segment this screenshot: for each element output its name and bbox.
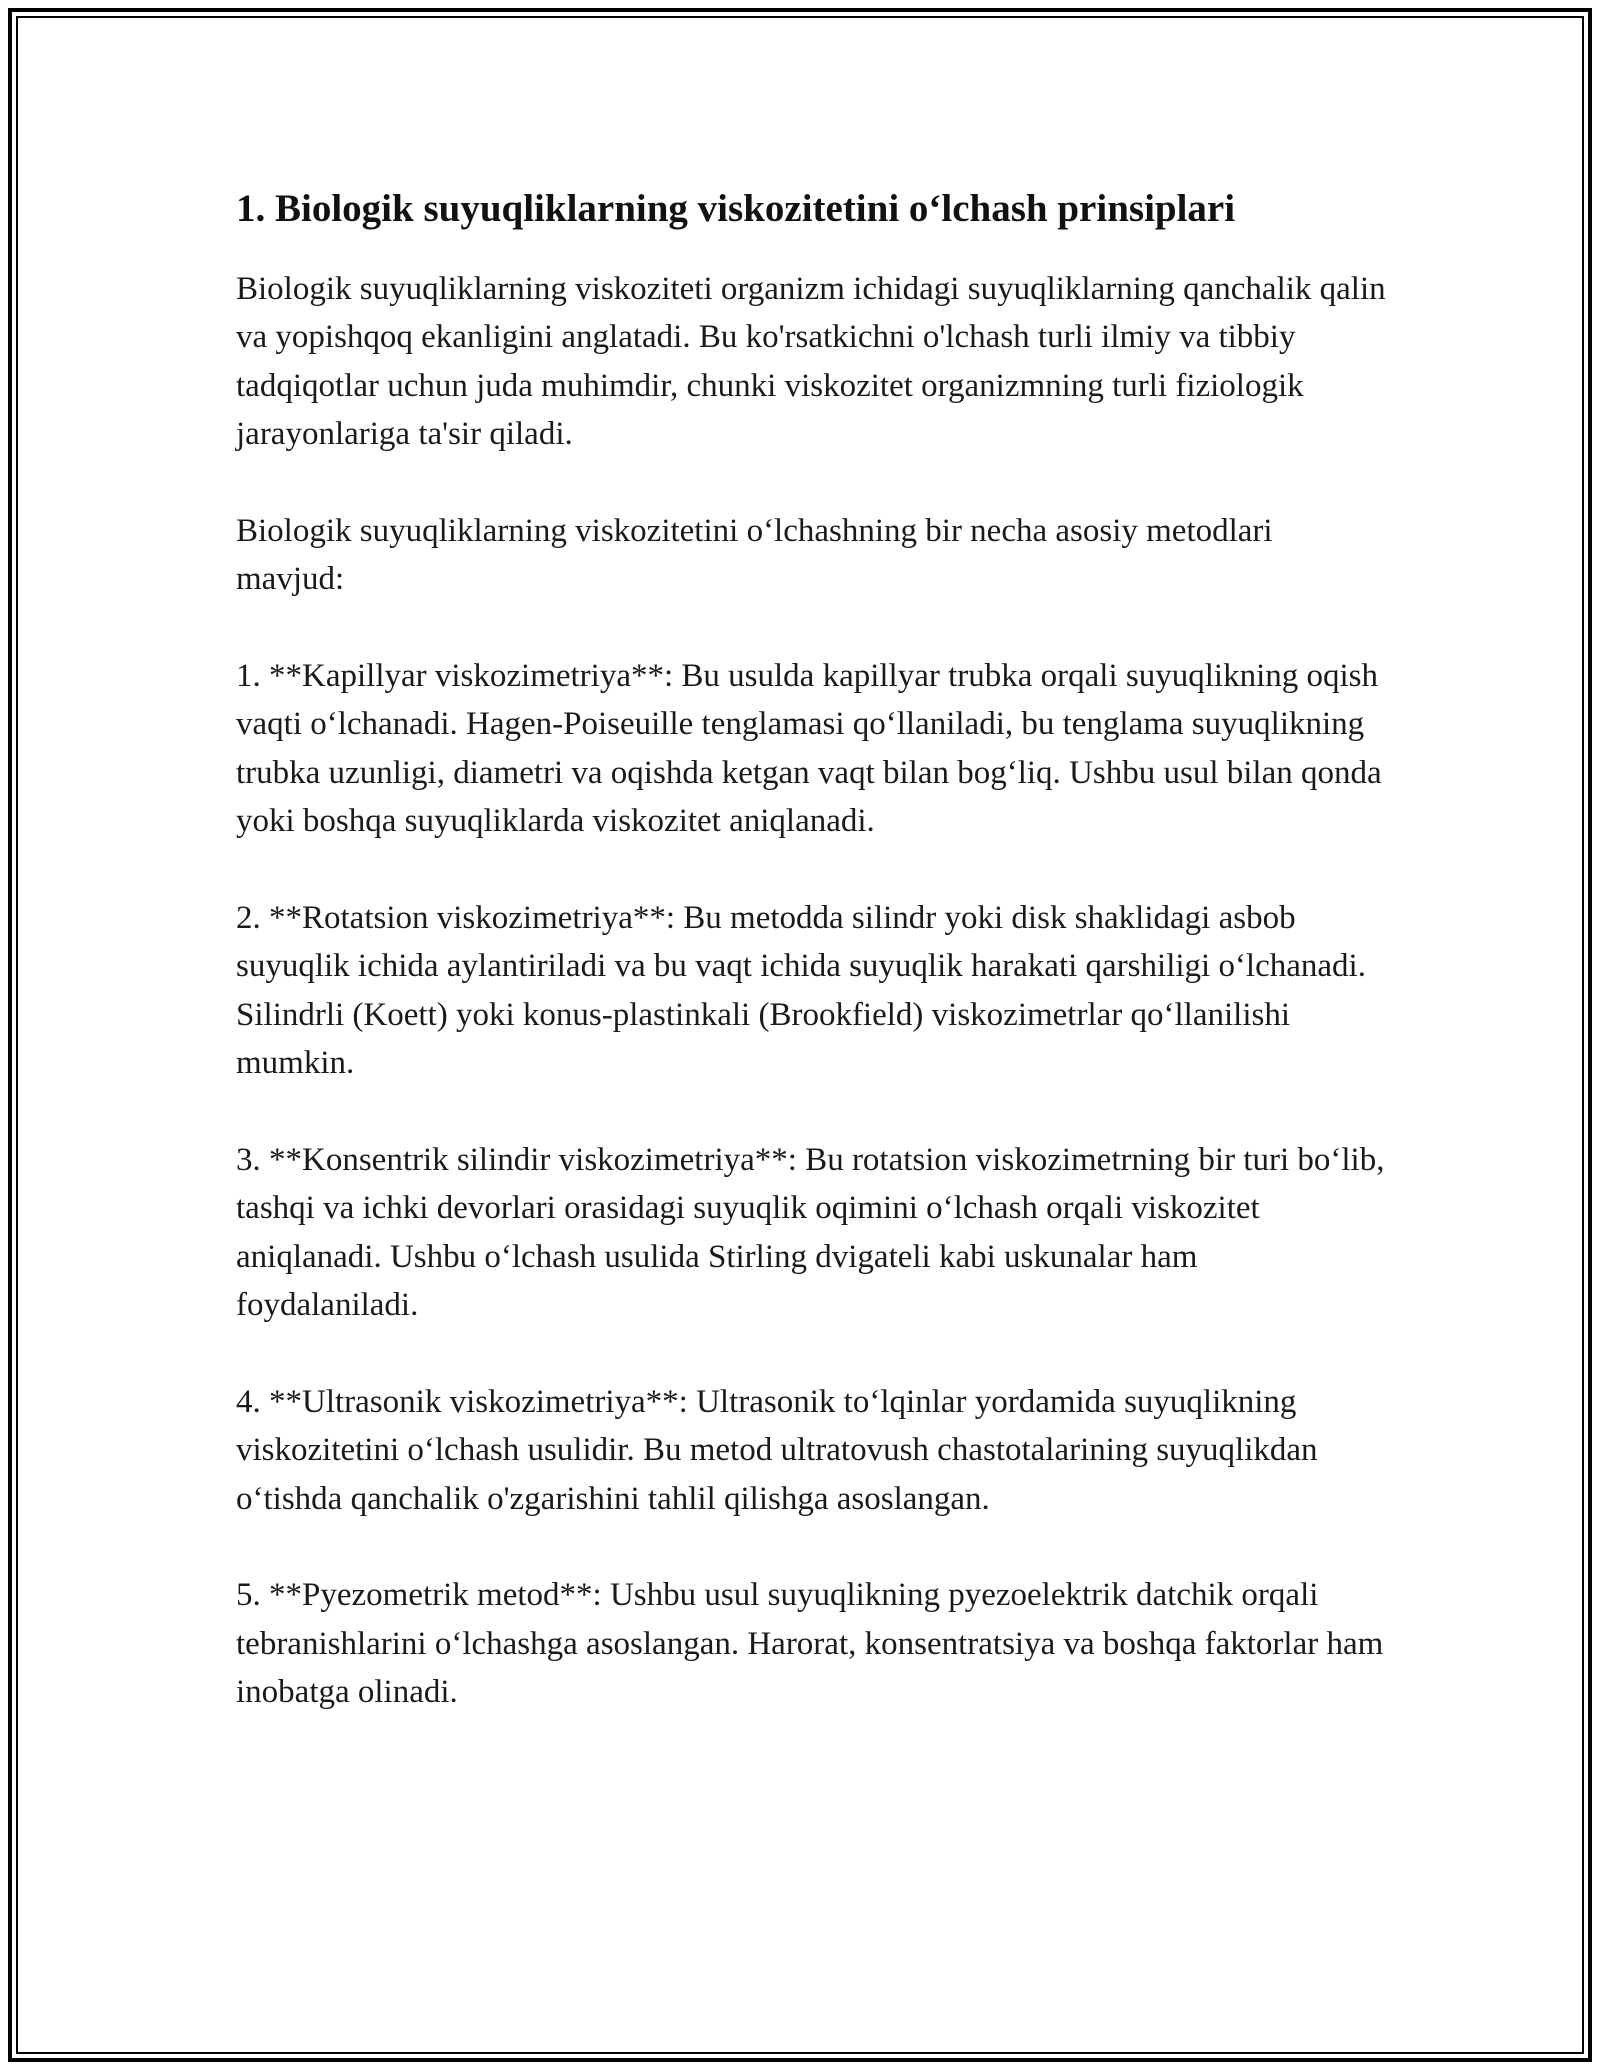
document-title: 1. Biologik suyuqliklarning viskozitetini o‘lchash prinsiplari bbox=[236, 187, 1236, 230]
method-rotational-paragraph: 2. **Rotatsion viskozimetriya**: Bu metodda silindr yoki disk shaklidagi asbob suyuqlik ichida aylantiriladi va bu vaqt ichida suyuqlik harakati qarshiligi o‘lchanadi. Silindrli (Koett) yoki konus-plastinkali (Brookfield) viskozimetrlar qo‘llanilishi mumkin. bbox=[236, 899, 1366, 1082]
method-ultrasonic-paragraph: 4. **Ultrasonik viskozimetriya**: Ultrasonik to‘lqinlar yordamida suyuqlikning viskozitetini o‘lchash usulidir. Bu metod ultratovush chastotalarining suyuqlikdan o‘tishda qanchalik o'zgarishini tahlil qilishga asoslangan. bbox=[236, 1383, 1318, 1517]
methods-intro-paragraph: Biologik suyuqliklarning viskozitetini o‘lchashning bir necha asosiy metodlari mavjud: bbox=[236, 512, 1273, 598]
document-body bbox=[236, 186, 1386, 1765]
intro-paragraph: Biologik suyuqliklarning viskoziteti organizm ichidagi suyuqliklarning qanchalik qalin va yopishqoq ekanligini anglatadi. Bu ko'rsatkichni o'lchash turli ilmiy va tibbiy tadqiqotlar uchun juda muhimdir, chunki viskozitet organizmning turli fiziologik jarayonlariga ta'sir qiladi. bbox=[236, 270, 1386, 453]
method-concentric-cylinder-paragraph: 3. **Konsentrik silindir viskozimetriya**: Bu rotatsion viskozimetrning bir turi bo‘lib, tashqi va ichki devorlari orasidagi suyuqlik oqimini o‘lchash orqali viskozitet aniqlanadi. Ushbu o‘lchash usulida Stirling dvigateli kabi uskunalar ham foydalaniladi. bbox=[236, 1141, 1385, 1324]
method-capillary-paragraph: 1. **Kapillyar viskozimetriya**: Bu usulda kapillyar trubka orqali suyuqlikning oqish vaqti o‘lchanadi. Hagen-Poiseuille tenglamasi qo‘llaniladi, bu tenglama suyuqlikning trubka uzunligi, diametri va oqishda ketgan vaqt bilan bog‘liq. Ushbu usul bilan qonda yoki boshqa suyuqliklarda viskozitet aniqlanadi. bbox=[236, 657, 1382, 840]
method-piezometric-paragraph: 5. **Pyezometrik metod**: Ushbu usul suyuqlikning pyezoelektrik datchik orqali tebranishlarini o‘lchashga asoslangan. Harorat, konsentratsiya va boshqa faktorlar ham inobatga olinadi. bbox=[236, 1577, 1384, 1711]
